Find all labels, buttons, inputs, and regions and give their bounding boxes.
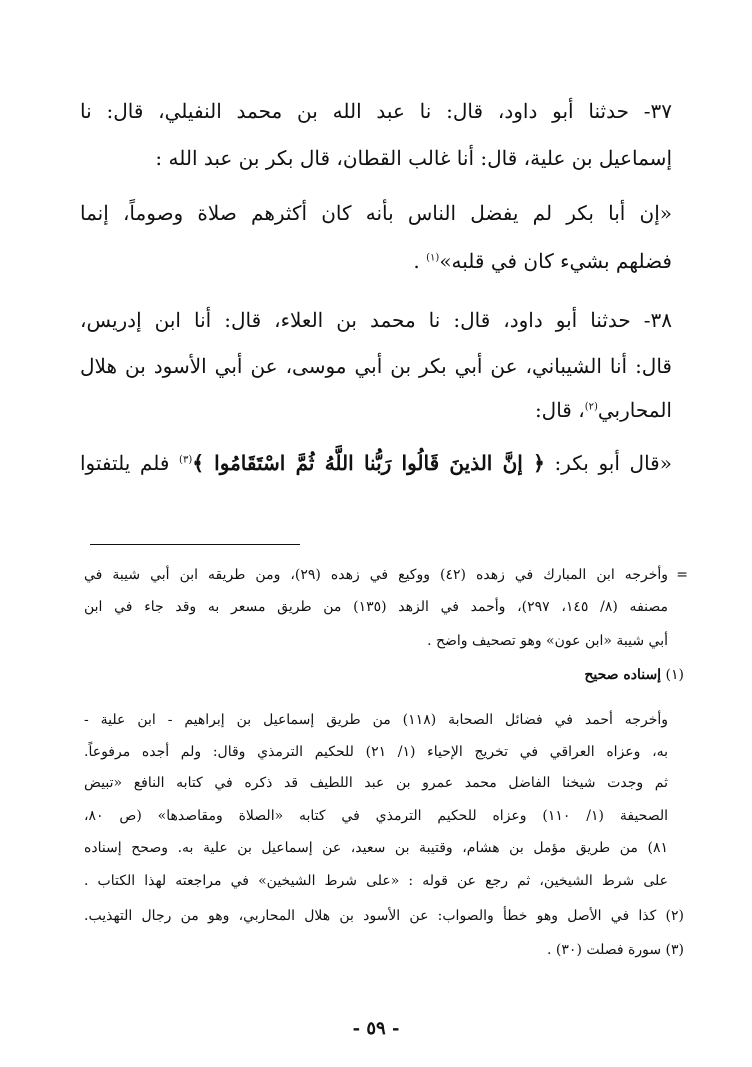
quote-2-suffix: فلم يلتفتوا — [80, 451, 180, 475]
footnote-2-text: كذا في الأصل وهو خطأ والصواب: عن الأسود بن هلال المحاربي، وهو من رجال التهذيب. — [84, 908, 657, 924]
footnote-2-number: (٢) — [665, 908, 684, 924]
footnote-1-line-3: ثم وجدت شيخنا الفاضل محمد عمرو بن عبد اللطيف قد ذكره في كتابه النافع «تبيض — [84, 775, 668, 791]
footnote-3 — [84, 943, 684, 957]
quote-1-line-2 — [80, 251, 672, 271]
footnote-3-number: (٣) — [665, 942, 684, 958]
footnote-1-line-5: ٨١) من طريق مؤمل بن هشام، وقتيبة بن سعيد، عن إسماعيل بن علية به. وصحح إسناده — [84, 840, 668, 856]
quote-2-prefix: «قال أبو بكر: — [544, 451, 672, 475]
hadith-38-line-3 — [80, 400, 672, 420]
footnote-divider — [90, 544, 300, 545]
hadith-38-narrator: المحاربي — [597, 398, 672, 422]
hadith-38-line-2: قال: أنا الشيباني، عن أبي بكر بن أبي موسى، عن أبي الأسود بن هلال — [80, 354, 672, 378]
footnote-1-line-6: على شرط الشيخين، ثم رجع عن قوله : «على شرط الشيخين» في مراجعته لهذا الكتاب . — [84, 873, 668, 889]
footnote-ref-2[interactable]: (٢) — [584, 401, 598, 413]
hadith-38-tail: ، قال: — [534, 398, 585, 422]
footnote-1-title: إسناده صحيح — [584, 667, 662, 683]
footnote-cont-line-1: = وأخرجه ابن المبارك في زهده (٤٢) ووكيع في زهده (٢٩)، ومن طريقه ابن أبي شيبة في — [84, 567, 688, 583]
quote-1-line-1: «إن أبا بكر لم يفضل الناس بأنه كان أكثرهم صلاة وصوماً، إنما — [80, 201, 672, 225]
footnote-1-line-4: الصحيفة (١/ ١١٠) وعزاه للحكيم الترمذي في كتابه «الصلاة ومقاصدها» (ص ٨٠، — [84, 808, 668, 824]
hadith-37-line-1: ٣٧- حدثنا أبو داود، قال: نا عبد الله بن محمد النفيلي، قال: نا — [80, 99, 672, 123]
footnote-cont-line-3: أبي شيبة «ابن عون» وهو تصحيف واضح . — [427, 633, 668, 649]
footnote-ref-1[interactable]: (١) — [426, 252, 440, 264]
footnote-1-heading — [84, 668, 684, 682]
footnote-1-number: (١) — [665, 667, 684, 683]
hadith-38-line-1: ٣٨- حدثنا أبو داود، قال: نا محمد بن العلاء، قال: أنا ابن إدريس، — [80, 308, 672, 332]
footnote-2 — [84, 909, 684, 923]
quote-1-tail: . — [413, 249, 427, 273]
footnote-ref-3[interactable]: (٣) — [179, 454, 193, 466]
footnote-cont-marker: = — [676, 567, 688, 583]
quote-1-text: فضلهم بشيء كان في قلبه» — [439, 249, 672, 273]
footnote-1-line-2: به، وعزاه العراقي في تخريج الإحياء (١/ ٢١) للحكيم الترمذي وقال: ولم أجده مرفوعاً. — [84, 744, 669, 760]
page-number: - ٥٩ - — [352, 1018, 400, 1039]
footnote-3-text: سورة فصلت (٣٠) . — [547, 942, 662, 958]
quran-verse: ﴿ إنَّ الذينَ قَالُوا رَبُّنا اللَّهُ ثُمَّ اسْتَقَامُوا ﴾ — [192, 451, 545, 475]
footnote-cont-line-2: مصنفه (٨/ ١٤٥، ٢٩٧)، وأحمد في الزهد (١٣٥) من طريق مسعر به وقد جاء في ابن — [84, 599, 669, 615]
hadith-37-line-2: إسماعيل بن علية، قال: أنا غالب القطان، قال بكر بن عبد الله : — [155, 146, 672, 170]
footnote-1-line-1: وأخرجه أحمد في فضائل الصحابة (١١٨) من طريق إسماعيل بن إبراهيم - ابن علية - — [84, 712, 668, 728]
quote-2-line-1 — [80, 453, 672, 473]
